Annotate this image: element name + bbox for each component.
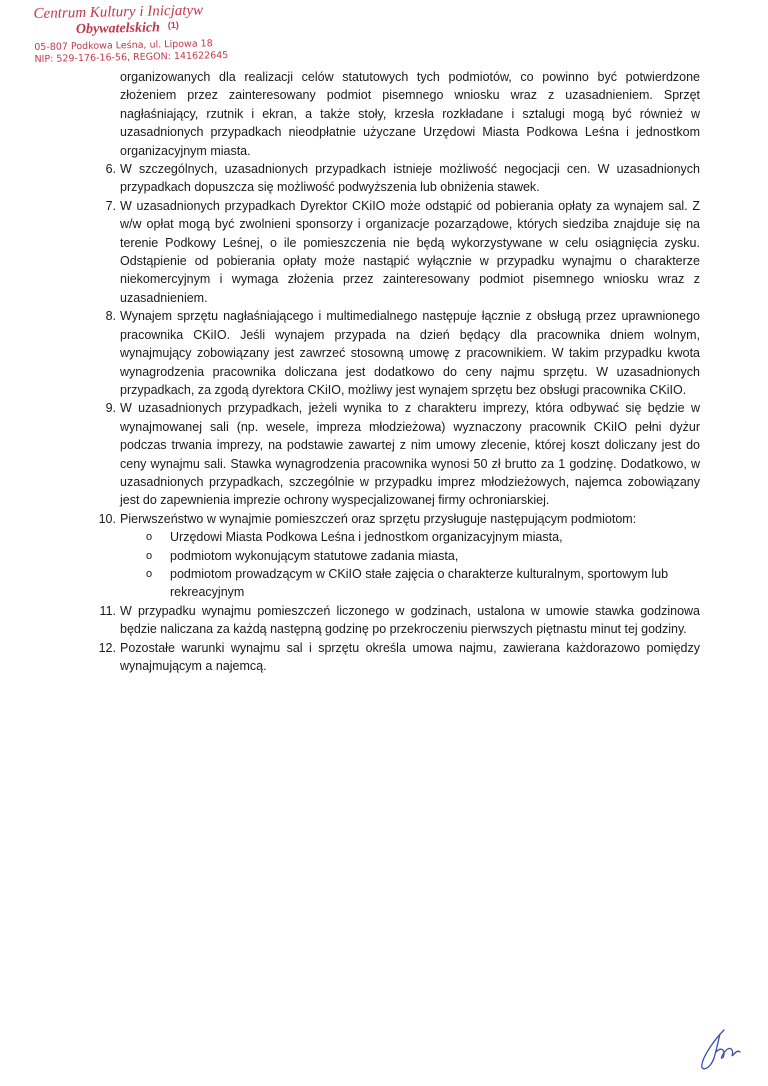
intro-paragraph: organizowanych dla realizacji celów statutowych tych podmiotów, co powinno być potwierdzone złożeniem przez zainteresowany podmiot pisemnego wniosku wraz z uzasadnieniem. Sprzęt nagłaśniający, rzutnik i ekran, a także stoły, krzesła rozkładane i sztalugi mogą być również w uzasadnionych przypadkach nieodpłatnie użyczane Urzędowi Miasta Podkowa Leśna i jednostkom organizacyjnym miasta. xyxy=(120,70,700,158)
bullet-marker: o xyxy=(146,567,153,580)
document-body xyxy=(94,68,700,675)
item-text: W przypadku wynajmu pomieszczeń liczonego w godzinach, ustalona w umowie stawka godzinowa będzie naliczana za każdą następną godzinę po przekroczeniu pierwszych piętnastu minut tej godziny. xyxy=(120,603,700,637)
bullet-marker: o xyxy=(146,549,153,562)
item-text: W uzasadnionych przypadkach, jeżeli wynika to z charakteru imprezy, która odbywać się będzie w wynajmowanej sali (np. wesele, impreza młodzieżowa) wyznaczony pracownik CKiIO pełni dyżur podczas trwania imprezy, na podstawie zawartej z nim umowy zlecenie, której koszt doliczany jest do ceny wynajmu sali. Stawka wynagrodzenia pracownika wynosi 50 zł brutto za 1 godzinę. Dodatkowo, w uzasadnionych przypadkach, szczególnie w przypadku imprez młodzieżowych, najemca zobowiązany jest do zapewnienia imprezie ochrony wyspecjalizowanej firmy ochroniarskiej. xyxy=(120,401,700,508)
item-number: 10. xyxy=(98,511,116,526)
item-text: Wynajem sprzętu nagłaśniającego i multimedialnego następuje łącznie z obsługą przez uprawnionego pracownika CKiIO. Jeśli wynajem przypada na dzień będący dla pracownika dniem wolnym, wynajmujący zobowiązany jest zawrzeć stosowną umowę z pracownikiem. W takim przypadku kwota wynagrodzenia pracownika doliczana jest dodatkowo do ceny najmu sprzętu. W uzasadnionych przypadkach, za zgodą dyrektora CKiIO, możliwy jest wynajem sprzętu bez obsługi pracownika CKiIO. xyxy=(120,309,700,397)
list-item xyxy=(94,399,700,509)
item-number: 8. xyxy=(105,309,116,324)
bullet-item xyxy=(144,547,700,565)
list-item xyxy=(94,602,700,639)
list-item xyxy=(94,510,700,602)
numbered-list xyxy=(94,160,700,675)
bullet-marker: o xyxy=(146,531,153,544)
bullet-item xyxy=(144,565,700,602)
stamp-tax-ids: NIP: 529-176-16-56, REGON: 141622645 xyxy=(34,49,229,66)
bullet-list xyxy=(120,528,700,602)
list-item xyxy=(94,639,700,676)
stamp-mark: (1) xyxy=(167,19,179,31)
stamp-address: 05-807 Podkowa Leśna, ul. Lipowa 18 xyxy=(34,38,213,54)
item-text: Pozostałe warunki wynajmu sal i sprzętu określa umowa najmu, zawierana każdorazowo pomiędzy wynajmującym a najemcą. xyxy=(120,640,700,673)
bullet-text: Urzędowi Miasta Podkowa Leśna i jednostkom organizacyjnym miasta, xyxy=(170,530,563,545)
stamp-line-2 xyxy=(76,19,228,38)
list-item xyxy=(94,197,700,307)
item-number: 7. xyxy=(105,198,116,213)
item-text: W uzasadnionych przypadkach Dyrektor CKiIO może odstąpić od pobierania opłaty za wynajem sal. Z w/w opłat mogą być zwolnieni sponsorzy i organizacje pozarządowe, których siedziba znajduje się na terenie Podkowy Leśnej, o ile pomieszczenia nie będą wykorzystywane w celu osiągnięcia zysku. Odstąpienie od pobierania opłaty może nastąpić wyłącznie w przypadku wynajmu o charakterze niekomercyjnym i wymaga złożenia przez zainteresowany podmiot pisemnego wniosku wraz z uzasadnieniem. xyxy=(120,198,700,305)
item-text: W szczególnych, uzasadnionych przypadkach istnieje możliwość negocjacji cen. W uzasadnionych przypadkach dopuszcza się możliwość podwyższenia lub obniżenia stawek. xyxy=(120,162,700,195)
institution-stamp xyxy=(33,2,228,65)
item-number: 11. xyxy=(99,603,116,618)
item-text: Pierwszeństwo w wynajmie pomieszczeń oraz sprzętu przysługuje następującym podmiotom: xyxy=(120,511,637,526)
item-number: 12. xyxy=(98,640,116,655)
list-item xyxy=(94,307,700,399)
stamp-line-2-text: Obywatelskich xyxy=(75,20,161,38)
bullet-text: podmiotom prowadzącym w CKiIO stałe zajęcia o charakterze kulturalnym, sportowym lub rekreacyjnym xyxy=(170,566,669,600)
item-number: 6. xyxy=(105,162,116,177)
bullet-item xyxy=(144,528,700,546)
handwritten-signature xyxy=(694,1024,742,1074)
bullet-text: podmiotom wykonującym statutowe zadania miasta, xyxy=(170,548,459,563)
stamp-line-1: Centrum Kultury i Inicjatyw xyxy=(33,2,204,23)
list-item xyxy=(94,160,700,197)
item-number: 9. xyxy=(105,401,116,416)
